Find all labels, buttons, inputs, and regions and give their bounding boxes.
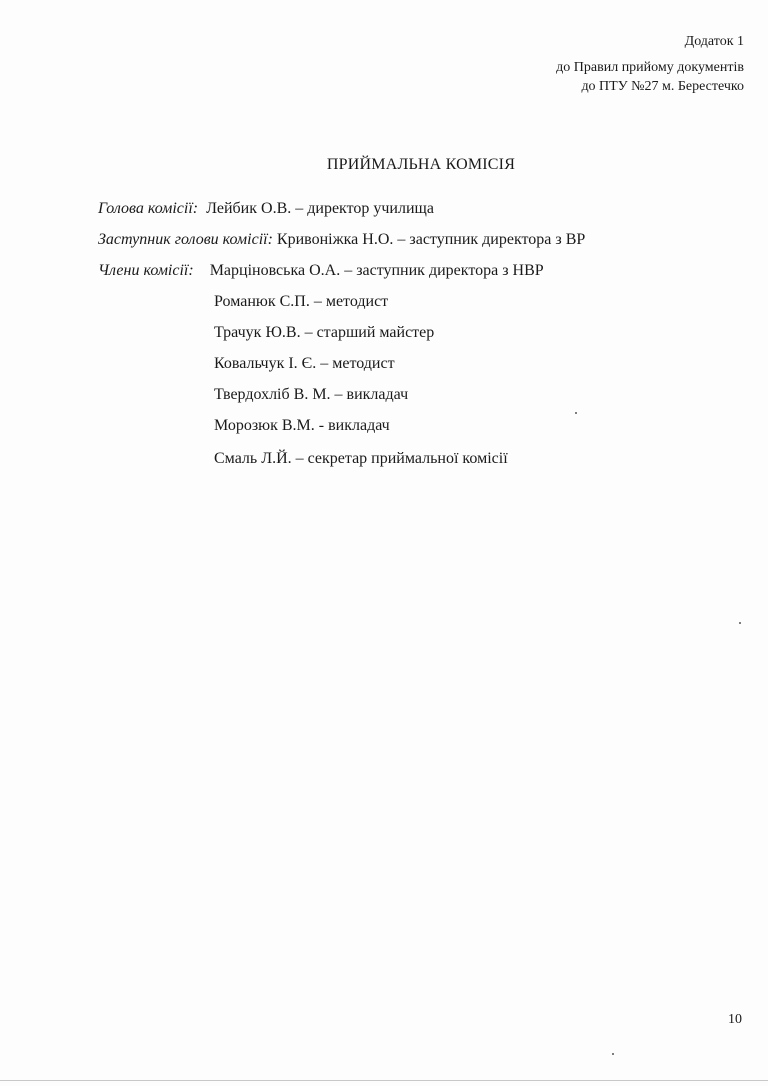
scan-edge [0, 1080, 768, 1081]
appendix-number: Додаток 1 [684, 34, 744, 49]
member-item: Марціновська О.А. – заступник директора з НВР [209, 262, 544, 279]
deputy-name: Кривоніжка Н.О. – заступник директора з ВР [276, 231, 586, 248]
member-item: Трачук Ю.В. – старший майстер [214, 324, 435, 341]
member-item: Морозюк В.М. - викладач [214, 417, 390, 434]
commission-members-row [98, 262, 544, 280]
page-number: 10 [728, 1012, 742, 1027]
commission-head-row [98, 200, 434, 218]
member-item: Твердохліб В. М. – викладач [214, 386, 409, 403]
member-item: Ковальчук І. Є. – методист [214, 355, 395, 372]
member-item: Романюк С.П. – методист [214, 293, 389, 310]
scan-speck [575, 412, 577, 414]
appendix-reference-rules: до Правил прийому документів [556, 60, 744, 75]
scan-speck [739, 622, 741, 624]
appendix-reference-school: до ПТУ №27 м. Берестечко [581, 79, 744, 94]
scan-speck [612, 1053, 614, 1055]
head-name: Лейбик О.В. – директор училища [206, 200, 434, 217]
deputy-role-label: Заступник голови комісії: [98, 231, 273, 248]
appendix-note [556, 32, 744, 96]
member-item: Смаль Л.Й. – секретар приймальної комісії [214, 450, 508, 467]
commission-deputy-row [98, 231, 585, 249]
members-role-label: Члени комісії: [98, 262, 194, 279]
head-role-label: Голова комісії: [98, 200, 199, 217]
document-title: ПРИЙМАЛЬНА КОМІСІЯ [326, 156, 516, 173]
